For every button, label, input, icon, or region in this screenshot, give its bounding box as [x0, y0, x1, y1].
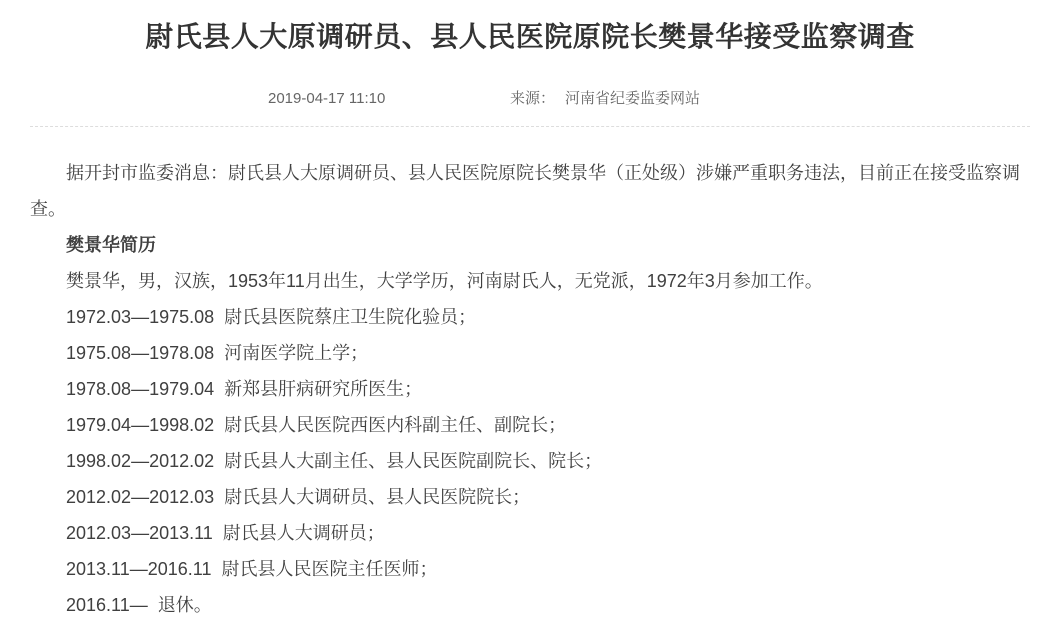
source-label: 来源：: [510, 90, 556, 107]
resume-item: 1972.03—1975.08 尉氏县医院蔡庄卫生院化验员；: [66, 307, 477, 327]
article-body: [30, 155, 1030, 623]
source-name: 河南省纪委监委网站: [565, 90, 701, 107]
article-title: 尉氏县人大原调研员、县人民医院原院长樊景华接受监察调查: [145, 21, 915, 52]
resume-item: 2016.11— 退休。: [66, 595, 212, 615]
dashed-divider: [30, 126, 1030, 127]
publish-datetime: 2019-04-17 11:10: [268, 90, 386, 107]
resume-item: 1975.08—1978.08 河南医学院上学；: [66, 343, 369, 363]
article-meta: [30, 89, 1030, 109]
resume-item: 2013.11—2016.11 尉氏县人民医院主任医师；: [66, 559, 438, 579]
resume-item: 2012.03—2013.11 尉氏县人大调研员；: [66, 523, 385, 543]
resume-item: 2012.02—2012.03 尉氏县人大调研员、县人民医院院长；: [66, 487, 531, 507]
bio-line: 樊景华，男，汉族，1953年11月出生，大学学历，河南尉氏人，无党派，1972年3月参加工作。: [66, 271, 823, 291]
resume-heading: 樊景华简历: [66, 235, 156, 255]
source: [510, 89, 700, 109]
resume-item: 1978.08—1979.04 新郑县肝病研究所医生；: [66, 379, 423, 399]
resume-item: 1998.02—2012.02 尉氏县人大副主任、县人民医院副院长、院长；: [66, 451, 603, 471]
lead-paragraph: 据开封市监委消息：尉氏县人大原调研员、县人民医院原院长樊景华（正处级）涉嫌严重职务违法，目前正在接受监察调查。: [30, 163, 1020, 219]
resume-item: 1979.04—1998.02 尉氏县人民医院西医内科副主任、副院长；: [66, 415, 567, 435]
